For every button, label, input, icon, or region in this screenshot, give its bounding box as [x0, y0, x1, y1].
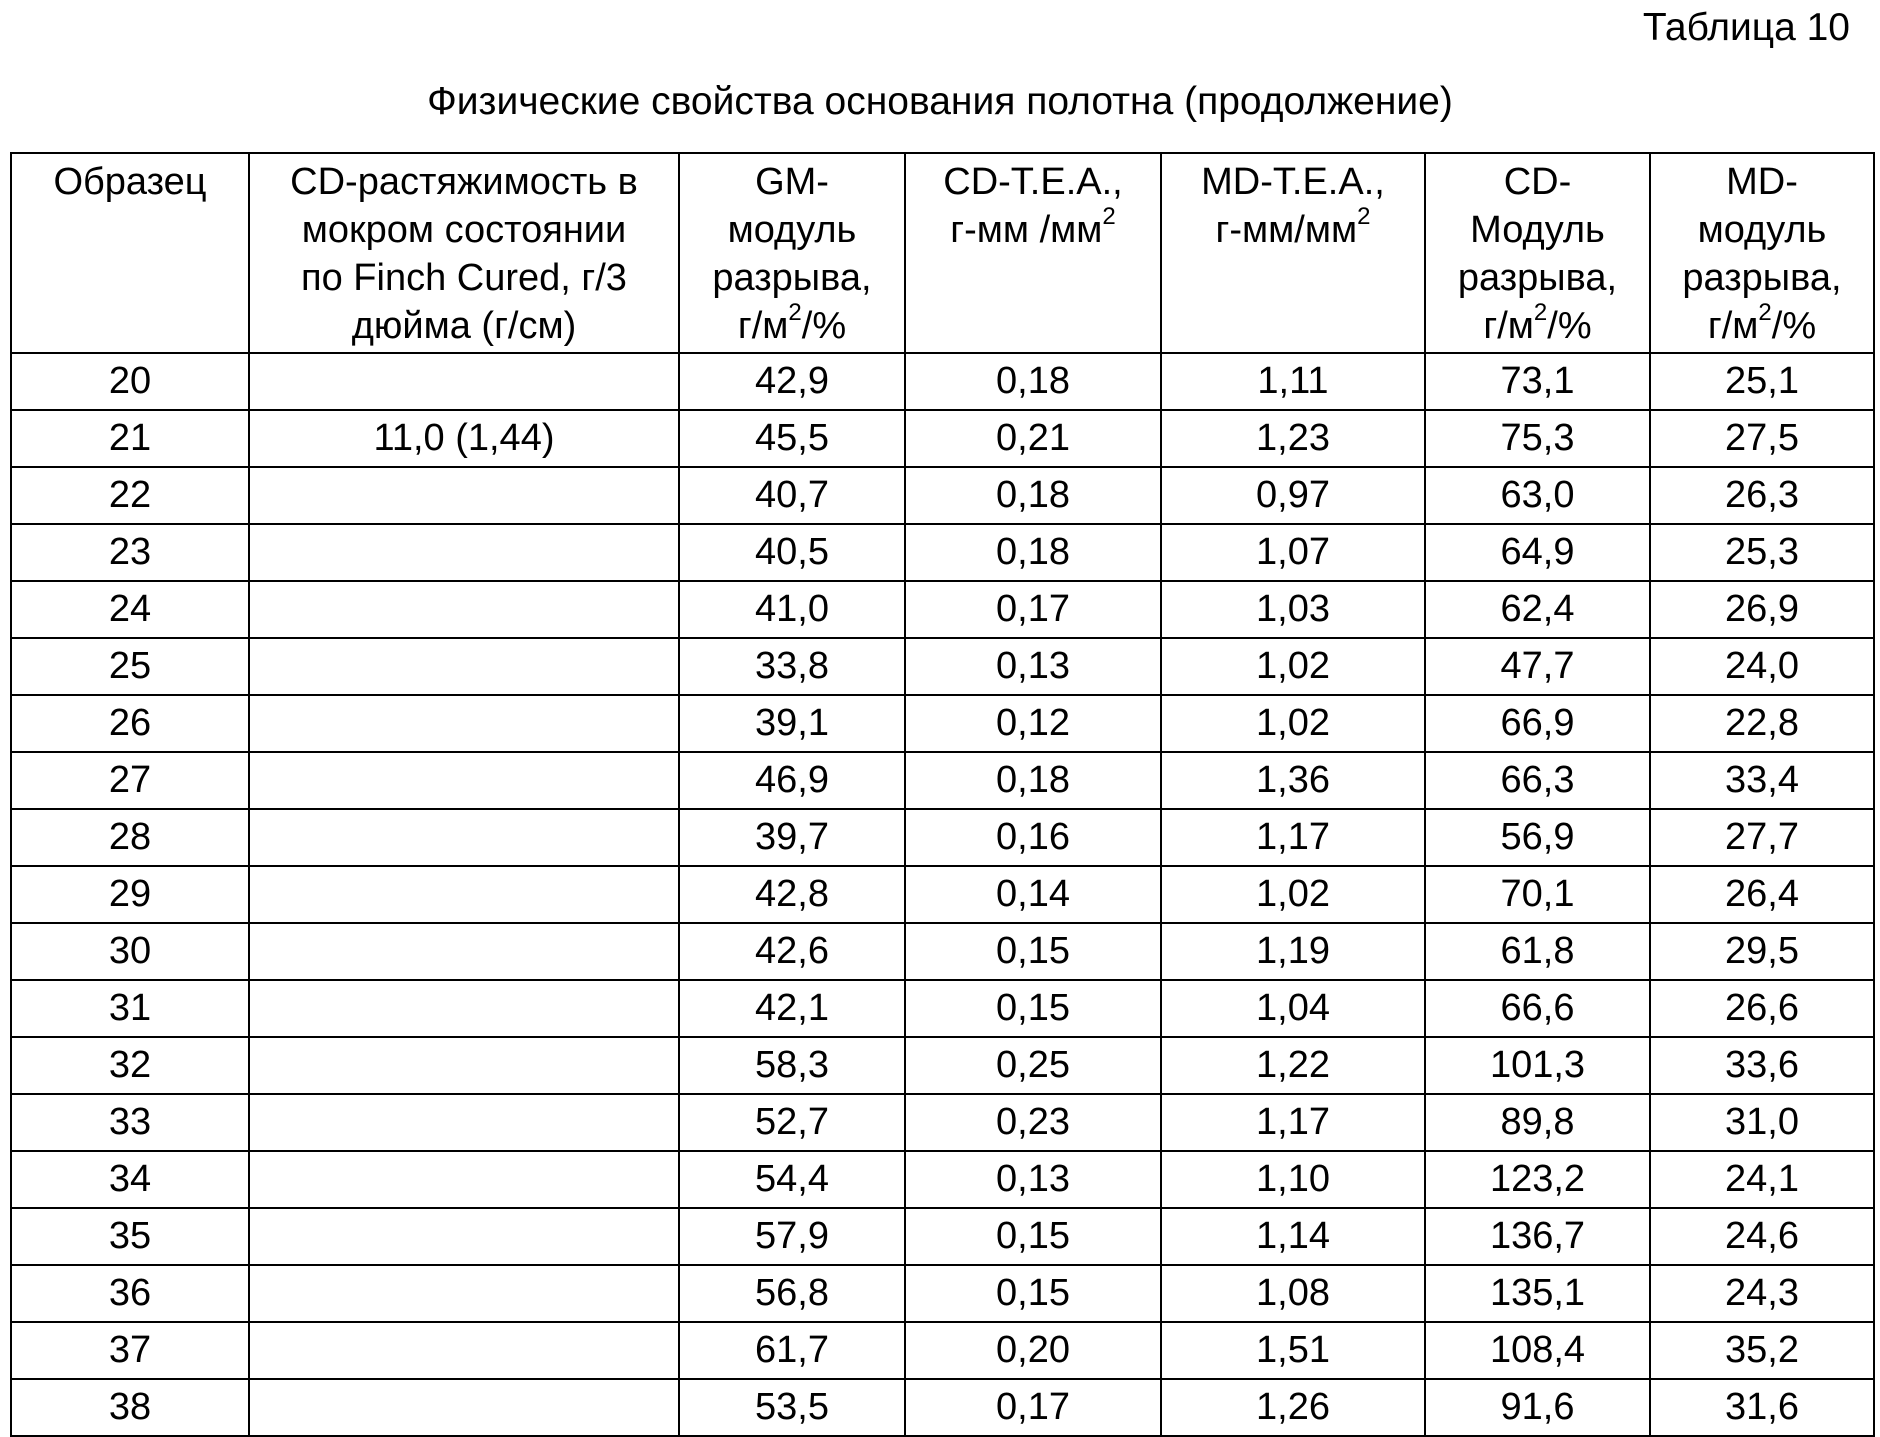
table-row [11, 866, 1874, 923]
cell-md-tea: 0,97 [1161, 467, 1425, 524]
cell-md-tea: 1,02 [1161, 866, 1425, 923]
cell-gm-modulus: 46,9 [679, 752, 905, 809]
cell-cd-tea: 0,13 [905, 1151, 1161, 1208]
table-row [11, 467, 1874, 524]
table-row [11, 1094, 1874, 1151]
cell-sample: 23 [11, 524, 249, 581]
table-row [11, 809, 1874, 866]
table-row [11, 1208, 1874, 1265]
cell-md-tea: 1,17 [1161, 1094, 1425, 1151]
cell-md-modulus: 26,6 [1650, 980, 1874, 1037]
cell-md-modulus: 26,3 [1650, 467, 1874, 524]
cell-cd-wet-tensile [249, 1208, 679, 1265]
cell-cd-modulus: 101,3 [1425, 1037, 1650, 1094]
cell-cd-modulus: 91,6 [1425, 1379, 1650, 1436]
cell-md-tea: 1,03 [1161, 581, 1425, 638]
cell-cd-tea: 0,18 [905, 524, 1161, 581]
cell-sample: 38 [11, 1379, 249, 1436]
table-row [11, 752, 1874, 809]
cell-cd-wet-tensile [249, 581, 679, 638]
cell-cd-modulus: 108,4 [1425, 1322, 1650, 1379]
cell-gm-modulus: 54,4 [679, 1151, 905, 1208]
cell-cd-wet-tensile [249, 1037, 679, 1094]
cell-md-tea: 1,23 [1161, 410, 1425, 467]
cell-cd-wet-tensile: 11,0 (1,44) [249, 410, 679, 467]
cell-gm-modulus: 41,0 [679, 581, 905, 638]
cell-md-modulus: 22,8 [1650, 695, 1874, 752]
cell-cd-tea: 0,18 [905, 467, 1161, 524]
cell-gm-modulus: 57,9 [679, 1208, 905, 1265]
cell-sample: 28 [11, 809, 249, 866]
cell-cd-wet-tensile [249, 638, 679, 695]
cell-md-tea: 1,02 [1161, 638, 1425, 695]
table-row [11, 1151, 1874, 1208]
cell-cd-wet-tensile [249, 467, 679, 524]
cell-md-tea: 1,10 [1161, 1151, 1425, 1208]
cell-cd-tea: 0,23 [905, 1094, 1161, 1151]
cell-gm-modulus: 39,7 [679, 809, 905, 866]
cell-sample: 24 [11, 581, 249, 638]
cell-gm-modulus: 45,5 [679, 410, 905, 467]
cell-gm-modulus: 56,8 [679, 1265, 905, 1322]
cell-sample: 33 [11, 1094, 249, 1151]
cell-cd-tea: 0,17 [905, 1379, 1161, 1436]
cell-sample: 22 [11, 467, 249, 524]
cell-cd-modulus: 66,6 [1425, 980, 1650, 1037]
cell-md-modulus: 25,1 [1650, 353, 1874, 410]
cell-sample: 36 [11, 1265, 249, 1322]
cell-gm-modulus: 40,5 [679, 524, 905, 581]
cell-cd-modulus: 136,7 [1425, 1208, 1650, 1265]
cell-md-modulus: 24,1 [1650, 1151, 1874, 1208]
cell-cd-tea: 0,14 [905, 866, 1161, 923]
cell-gm-modulus: 53,5 [679, 1379, 905, 1436]
cell-md-modulus: 26,4 [1650, 866, 1874, 923]
cell-sample: 32 [11, 1037, 249, 1094]
cell-md-modulus: 35,2 [1650, 1322, 1874, 1379]
table-row [11, 1265, 1874, 1322]
cell-md-modulus: 26,9 [1650, 581, 1874, 638]
cell-cd-wet-tensile [249, 695, 679, 752]
cell-cd-modulus: 70,1 [1425, 866, 1650, 923]
cell-md-tea: 1,04 [1161, 980, 1425, 1037]
cell-cd-modulus: 61,8 [1425, 923, 1650, 980]
cell-gm-modulus: 52,7 [679, 1094, 905, 1151]
cell-md-tea: 1,11 [1161, 353, 1425, 410]
cell-gm-modulus: 42,6 [679, 923, 905, 980]
cell-cd-modulus: 66,3 [1425, 752, 1650, 809]
cell-cd-modulus: 56,9 [1425, 809, 1650, 866]
cell-sample: 20 [11, 353, 249, 410]
header-gm-modulus: GM- модуль разрыва, $г/м^2/\%$ [679, 153, 905, 353]
cell-gm-modulus: 42,8 [679, 866, 905, 923]
cell-gm-modulus: 61,7 [679, 1322, 905, 1379]
table-row [11, 581, 1874, 638]
table-row [11, 524, 1874, 581]
table-row [11, 410, 1874, 467]
cell-gm-modulus: 42,9 [679, 353, 905, 410]
cell-md-modulus: 31,0 [1650, 1094, 1874, 1151]
table-row [11, 1379, 1874, 1436]
table-row [11, 923, 1874, 980]
cell-sample: 25 [11, 638, 249, 695]
table-row [11, 1037, 1874, 1094]
cell-cd-tea: 0,18 [905, 353, 1161, 410]
header-cd-wet-tensile: CD-растяжимость в мокром состоянии по Finch Cured, г/3 дюйма (г/см) [249, 153, 679, 353]
cell-cd-modulus: 75,3 [1425, 410, 1650, 467]
cell-cd-modulus: 62,4 [1425, 581, 1650, 638]
cell-cd-modulus: 64,9 [1425, 524, 1650, 581]
cell-md-modulus: 25,3 [1650, 524, 1874, 581]
cell-cd-tea: 0,17 [905, 581, 1161, 638]
cell-cd-modulus: 135,1 [1425, 1265, 1650, 1322]
cell-cd-wet-tensile [249, 1379, 679, 1436]
table-row [11, 353, 1874, 410]
cell-sample: 29 [11, 866, 249, 923]
cell-md-tea: 1,17 [1161, 809, 1425, 866]
cell-cd-modulus: 63,0 [1425, 467, 1650, 524]
cell-sample: 26 [11, 695, 249, 752]
cell-md-modulus: 29,5 [1650, 923, 1874, 980]
cell-gm-modulus: 39,1 [679, 695, 905, 752]
cell-md-tea: 1,08 [1161, 1265, 1425, 1322]
cell-cd-wet-tensile [249, 524, 679, 581]
cell-cd-tea: 0,16 [905, 809, 1161, 866]
cell-gm-modulus: 42,1 [679, 980, 905, 1037]
cell-md-modulus: 33,4 [1650, 752, 1874, 809]
cell-cd-wet-tensile [249, 809, 679, 866]
cell-cd-tea: 0,15 [905, 980, 1161, 1037]
cell-cd-modulus: 47,7 [1425, 638, 1650, 695]
cell-sample: 31 [11, 980, 249, 1037]
cell-cd-wet-tensile [249, 1094, 679, 1151]
cell-md-modulus: 24,3 [1650, 1265, 1874, 1322]
cell-sample: 35 [11, 1208, 249, 1265]
cell-sample: 30 [11, 923, 249, 980]
cell-md-modulus: 24,0 [1650, 638, 1874, 695]
cell-md-tea: 1,02 [1161, 695, 1425, 752]
cell-md-tea: 1,36 [1161, 752, 1425, 809]
cell-md-modulus: 33,6 [1650, 1037, 1874, 1094]
cell-cd-wet-tensile [249, 1151, 679, 1208]
cell-md-modulus: 27,5 [1650, 410, 1874, 467]
header-md-tea: MD-T.E.A., $г-мм/мм^2$ [1161, 153, 1425, 353]
cell-gm-modulus: 58,3 [679, 1037, 905, 1094]
cell-md-tea: 1,22 [1161, 1037, 1425, 1094]
cell-cd-tea: 0,21 [905, 410, 1161, 467]
cell-cd-modulus: 123,2 [1425, 1151, 1650, 1208]
cell-cd-wet-tensile [249, 980, 679, 1037]
cell-cd-wet-tensile [249, 866, 679, 923]
cell-md-modulus: 27,7 [1650, 809, 1874, 866]
table-body [11, 353, 1874, 1436]
cell-md-modulus: 24,6 [1650, 1208, 1874, 1265]
cell-cd-tea: 0,15 [905, 923, 1161, 980]
cell-sample: 27 [11, 752, 249, 809]
cell-cd-wet-tensile [249, 752, 679, 809]
properties-table [10, 152, 1875, 1437]
cell-md-modulus: 31,6 [1650, 1379, 1874, 1436]
cell-cd-modulus: 66,9 [1425, 695, 1650, 752]
cell-cd-tea: 0,15 [905, 1265, 1161, 1322]
cell-cd-modulus: 89,8 [1425, 1094, 1650, 1151]
cell-cd-tea: 0,20 [905, 1322, 1161, 1379]
table-number: Таблица 10 [1642, 6, 1850, 49]
cell-cd-wet-tensile [249, 923, 679, 980]
cell-cd-tea: 0,25 [905, 1037, 1161, 1094]
cell-cd-wet-tensile [249, 353, 679, 410]
cell-cd-tea: 0,12 [905, 695, 1161, 752]
header-cd-tea: CD-T.E.A., г-мм $/мм^2$ [905, 153, 1161, 353]
table-row [11, 980, 1874, 1037]
header-row [11, 153, 1874, 353]
header-sample: Образец [11, 153, 249, 353]
cell-cd-tea: 0,18 [905, 752, 1161, 809]
cell-cd-modulus: 73,1 [1425, 353, 1650, 410]
cell-md-tea: 1,19 [1161, 923, 1425, 980]
cell-cd-tea: 0,15 [905, 1208, 1161, 1265]
table-row [11, 695, 1874, 752]
cell-sample: 37 [11, 1322, 249, 1379]
cell-cd-wet-tensile [249, 1265, 679, 1322]
cell-gm-modulus: 33,8 [679, 638, 905, 695]
header-cd-modulus: CD- Модуль разрыва, $г/м^2/\%$ [1425, 153, 1650, 353]
cell-md-tea: 1,51 [1161, 1322, 1425, 1379]
table-caption: Физические свойства основания полотна (продолжение) [427, 80, 1453, 123]
header-md-modulus: MD- модуль разрыва, $г/м^2/\%$ [1650, 153, 1874, 353]
cell-gm-modulus: 40,7 [679, 467, 905, 524]
table-row [11, 638, 1874, 695]
cell-md-tea: 1,07 [1161, 524, 1425, 581]
cell-md-tea: 1,14 [1161, 1208, 1425, 1265]
cell-md-tea: 1,26 [1161, 1379, 1425, 1436]
cell-sample: 21 [11, 410, 249, 467]
cell-sample: 34 [11, 1151, 249, 1208]
cell-cd-wet-tensile [249, 1322, 679, 1379]
table-row [11, 1322, 1874, 1379]
cell-cd-tea: 0,13 [905, 638, 1161, 695]
